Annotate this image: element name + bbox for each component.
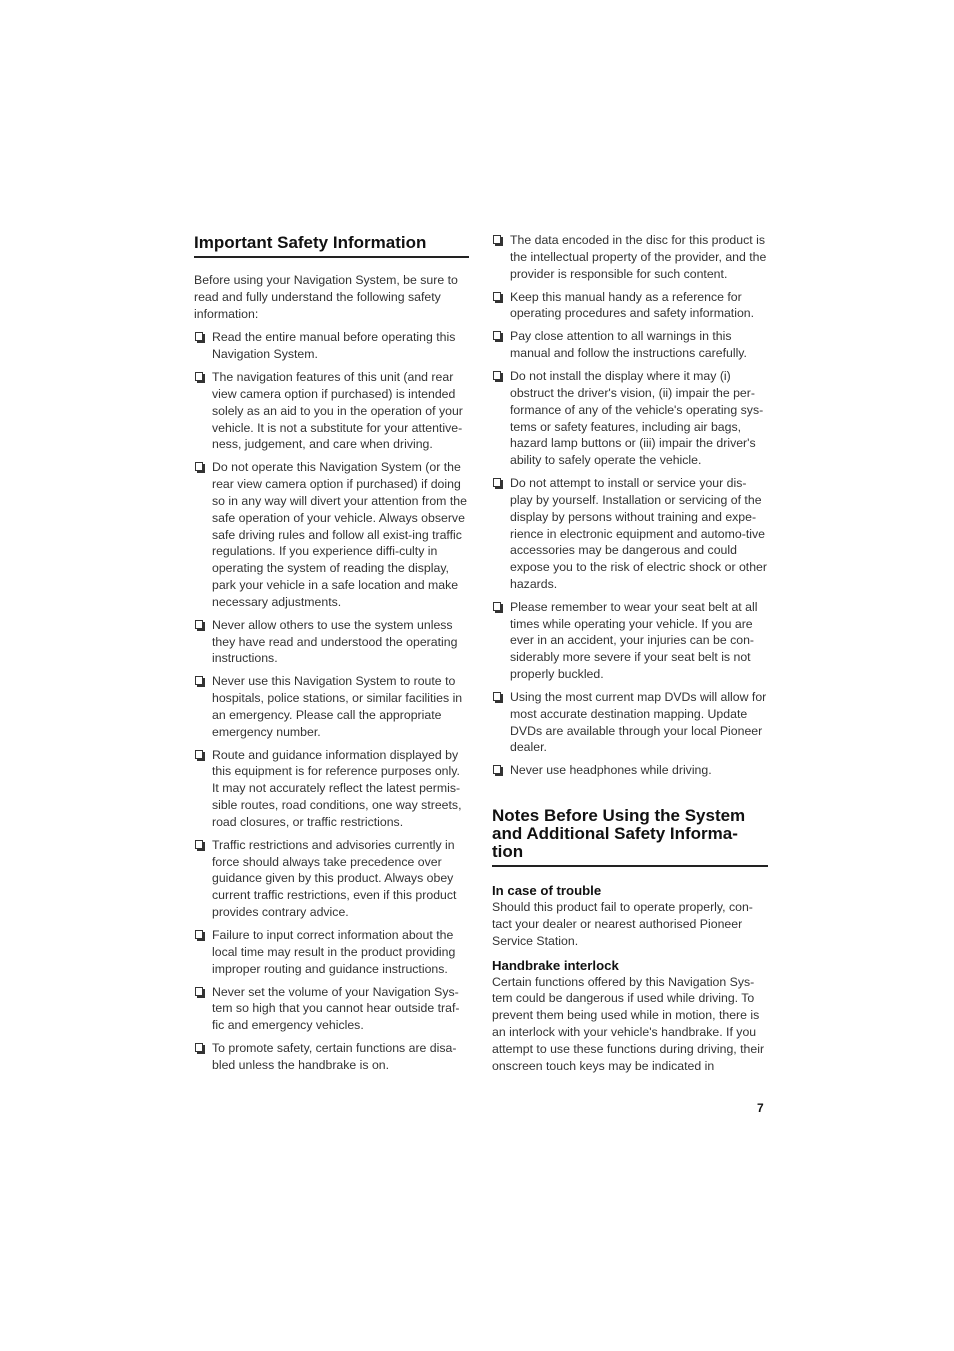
checkbox-bullet-icon (493, 235, 502, 244)
list-item (492, 232, 768, 282)
bullet-text: Never set the volume of your Navigation Sys-tem so high that you cannot hear outside traf-fic and emergency vehicles. (212, 984, 460, 1033)
list-item (194, 984, 470, 1034)
list-item (194, 747, 470, 831)
checkbox-bullet-icon (493, 765, 502, 774)
checkbox-bullet-icon (493, 292, 502, 301)
bullet-text: Never use this Navigation System to route to hospitals, police stations, or similar facilities in an emergency. Please call the appropriate emergency number. (212, 674, 463, 739)
list-item (492, 599, 768, 683)
bullet-text: Do not attempt to install or service your dis-play by yourself. Installation or servicing of the display by persons without training and expe-rience in electronic equipment and automo-tive accessories may be dangerous and could expose you to the risk of electric shock or other hazards. (510, 476, 767, 591)
bullet-text: Failure to input correct information about the local time may result in the product providing improper routing and guidance instructions. (212, 928, 456, 976)
subsection-text-trouble: Should this product fail to operate properly, con-tact your dealer or nearest authorised Pioneer Service Station. (492, 900, 753, 948)
checkbox-bullet-icon (195, 676, 204, 685)
section-title-notes-before-using: Notes Before Using the System and Additional Safety Informa-tion (492, 805, 768, 867)
bullet-text: Route and guidance information displayed by this equipment is for reference purposes only. It may not accurately reflect the latest permis-sible routes, road conditions, one way streets, road closures, or traffic restrictions. (212, 747, 462, 829)
page-number: 7 (757, 1101, 764, 1115)
bullet-text: Never use headphones while driving. (510, 763, 712, 778)
list-item (492, 689, 768, 756)
bullet-text: To promote safety, certain functions are disa-bled unless the handbrake is on. (212, 1041, 457, 1072)
subsection-title-handbrake: Handbrake interlock (492, 957, 619, 973)
safety-bullet-list (194, 329, 470, 1073)
list-item (194, 927, 470, 977)
list-item (492, 368, 768, 469)
bullet-text: Never allow others to use the system unless they have read and understood the operating instructions. (212, 617, 458, 666)
checkbox-bullet-icon (493, 602, 502, 611)
checkbox-bullet-icon (195, 462, 204, 471)
subsection-title-trouble: In case of trouble (492, 883, 602, 899)
bullet-text: Using the most current map DVDs will allow for most accurate destination mapping. Update DVDs are available through your local Pioneer dealer. (510, 690, 767, 755)
checkbox-bullet-icon (493, 478, 502, 487)
checkbox-bullet-icon (195, 987, 204, 996)
list-item (194, 837, 470, 921)
checkbox-bullet-icon (195, 332, 204, 341)
list-item (194, 459, 470, 610)
list-item (194, 329, 470, 363)
checkbox-bullet-icon (195, 930, 204, 939)
intro-paragraph: Before using your Navigation System, be sure to read and fully understand the following safety information: (194, 273, 458, 321)
checkbox-bullet-icon (493, 692, 502, 701)
list-item (194, 1040, 470, 1074)
bullet-text: Traffic restrictions and advisories currently in force should always take precedence over guidance given by this product. Always obey current traffic restrictions, even if this product provides contrary advice. (212, 837, 457, 920)
list-item (492, 289, 768, 323)
bullet-text: Read the entire manual before operating this Navigation System. (212, 330, 456, 362)
bullet-text: Please remember to wear your seat belt at all times while operating your vehicle. If you are ever in an accident, your injuries can be con-siderably more severe if your seat belt is not properly buckled. (510, 599, 758, 682)
bullet-text: Keep this manual handy as a reference for operating procedures and safety information. (510, 289, 755, 321)
list-item (492, 762, 768, 779)
checkbox-bullet-icon (195, 750, 204, 759)
checkbox-bullet-icon (195, 840, 204, 849)
list-item (492, 475, 768, 593)
checkbox-bullet-icon (493, 331, 502, 340)
list-item (492, 328, 768, 362)
right-column (492, 232, 768, 1081)
bullet-text: Pay close attention to all warnings in this manual and follow the instructions carefully. (510, 329, 747, 361)
checkbox-bullet-icon (493, 371, 502, 380)
bullet-text: The navigation features of this unit (and rear view camera option if purchased) is intended solely as an aid to you in the operation of your vehicle. It is not a substitute for your attentive-ness, judgement, and care when driving. (212, 370, 463, 452)
subsection-text-handbrake: Certain functions offered by this Navigation Sys-tem could be dangerous if used while driving. To prevent them being used while in motion, there is an interlock with your vehicle's handbrake. If you attempt to use these functions during driving, their onscreen touch keys may be indicated in (492, 974, 765, 1073)
list-item (194, 369, 470, 453)
checkbox-bullet-icon (195, 372, 204, 381)
checkbox-bullet-icon (195, 620, 204, 629)
bullet-text: The data encoded in the disc for this product is the intellectual property of the provider, and the provider is responsible for such content. (510, 233, 767, 281)
bullet-text: Do not operate this Navigation System (or the rear view camera option if purchased) if doing so in any way will divert your attention from the safe operation of your vehicle. Always observe safe driving rules and follow all exist-ing traffic regulations. If you experience diffi-culty in operating the system of reading the display, park your vehicle in a safe location and make necessary adjustments. (212, 460, 467, 609)
checkbox-bullet-icon (195, 1043, 204, 1052)
safety-bullet-list-continued (492, 232, 768, 779)
list-item (194, 617, 470, 667)
bullet-text: Do not install the display where it may (i) obstruct the driver's vision, (ii) impair the per-formance of any of the vehicle's operating sys-tems or safety features, including air bags, hazard lamp buttons or (iii) impair the driver's ability to safely operate the vehicle. (510, 369, 764, 468)
left-column (194, 232, 470, 1080)
section-title-important-safety: Important Safety Information (194, 232, 469, 258)
list-item (194, 673, 470, 740)
